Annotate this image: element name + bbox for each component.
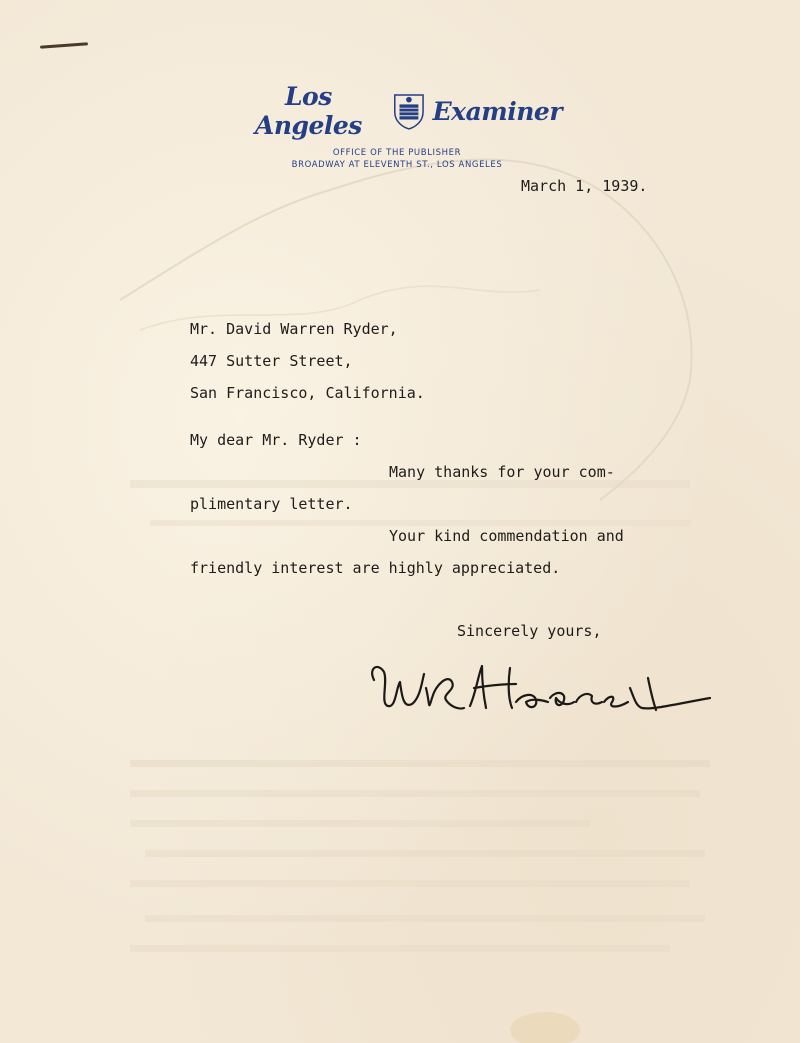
- body-line-4: friendly interest are highly appreciated.: [190, 559, 561, 577]
- letterhead: [232, 82, 562, 170]
- salutation: My dear Mr. Ryder :: [190, 431, 362, 449]
- eagle-seal-icon: [391, 90, 427, 132]
- recipient-name: Mr. David Warren Ryder,: [190, 320, 398, 338]
- office-line: OFFICE OF THE PUBLISHER: [332, 148, 462, 158]
- address-line: BROADWAY AT ELEVENTH ST., LOS ANGELES: [291, 160, 503, 170]
- body-line-1: Many thanks for your com-: [389, 463, 615, 481]
- body-line-3: Your kind commendation and: [389, 527, 624, 545]
- closing: Sincerely yours,: [457, 622, 602, 640]
- paper-name-left: Los Angeles: [254, 82, 362, 140]
- recipient-street: 447 Sutter Street,: [190, 352, 353, 370]
- recipient-city: San Francisco, California.: [190, 384, 425, 402]
- paper-name-right: Examiner: [432, 96, 562, 126]
- handwritten-signature: [366, 658, 736, 726]
- letter-date: March 1, 1939.: [521, 177, 648, 195]
- body-line-2: plimentary letter.: [190, 495, 353, 513]
- masthead: [232, 82, 562, 140]
